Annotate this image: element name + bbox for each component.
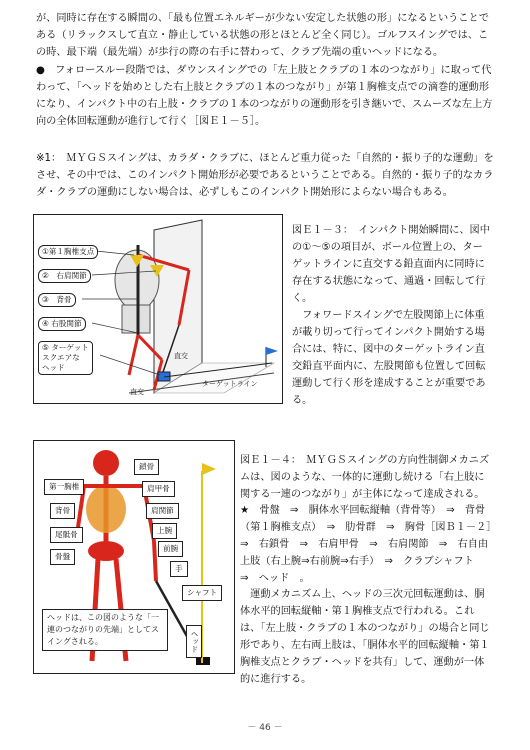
page-number: － 46 －	[247, 723, 283, 733]
fig3-label-4: ④ 右股関節	[38, 317, 86, 331]
fig4-label-head: ヘッド	[186, 625, 202, 658]
fig4-label-forearm: 前腕	[158, 541, 183, 557]
fig4-label-scapula: 肩甲骨	[142, 481, 175, 497]
fig4-label-upper-arm: 上腕	[152, 523, 177, 539]
fig3-label-2: ② 右肩関節	[38, 269, 91, 283]
fig4-label-shaft: シャフト	[182, 585, 222, 601]
fig4-label-hand: 手	[170, 561, 188, 577]
fig4-label-clavicle: 鎖骨	[134, 459, 159, 475]
fig4-label-coccyx: 尾骶骨	[50, 527, 83, 543]
footnote: ※1： ＭＹＧＳスイングは、カラダ・クラブに、ほとんど重力従った「自然的・振り子的な運動」をさせ、その中では、このインパクト開始形が必要であるということである。自然的・振り子的なカラダ・クラブの運動にしない場合は、必ずしもこのインパクト開始形によらない場合もある。	[36, 153, 494, 198]
fig4-callout: ヘッドは、この図のような「一連のつながりの先端」としてスイングされる。	[42, 609, 168, 651]
fig3-label-1: ①第１胸椎支点	[38, 245, 98, 259]
fig3-label-5: ⑤ ターゲット スクエアな ヘッド	[38, 341, 93, 375]
figure-e1-4	[33, 440, 235, 674]
fig4-label-spine: 背骨	[50, 503, 75, 519]
fig3-target-line-label: ターゲットライン	[202, 380, 258, 388]
paragraph-bullet: ● フォロースルー段階では、ダウンスイングでの「左上肢とクラブの１本のつながり」に取って代わって、「ヘッドを始めとした右上肢とクラブの１本のつながり」が第１胸椎支点での滴巻的運動形になり、インパクト中の右上肢・クラブの１本のつながりの運動形を引き継いで、スムーズな左上方向の全体回転運動が進行して行く［図Ｅ１－５］。	[36, 65, 493, 127]
figure-e1-4-mechanism: 運動メカニズム上、ヘッドの三次元回転運動は、胴体水平的回転縦軸・第１胸椎支点で行われる。これは、「左上肢・クラブの１本のつながり」の場合と同じ形であり、左右両上肢は、「胴体水平的回転縦軸・第１胸椎支点とクラブ・ヘッドを共有」して、運動が一体的に進行する。	[240, 589, 490, 685]
fig4-label-shoulder-joint: 肩関節	[146, 503, 179, 519]
paragraph-top: が、同時に存在する瞬間の、「最も位置エネルギーが少ない安定した状態の形」になるということである（リラックスして直立・静止している状態の形とほとんど全く同じ）。ゴルフスイングでは、この時、最下端（最先端）が歩行の際の右手に替わって、クラブ先端の重いヘッドになる。	[36, 13, 489, 58]
fig3-chokko-1: 直交	[174, 352, 188, 360]
figure-e1-3-caption: 図Ｅ１－３： インパクト開始瞬間に、図中の①～⑤の項目が、ボール位置上の、ターゲットラインに直交する鉛直面内に同時に存在する状態になって、通過・回転して行く。 フォワードスイングで左股関節上に体重が載り切って行ってインパクト開始する場合には、特に、図中のターゲットライン直交鉛直平面内に、左股関節も位置して回転運動して行く形を達成することが重要である。	[292, 225, 490, 406]
fig4-label-thoracic: 第一胸椎	[44, 479, 84, 495]
figure-e1-3	[33, 214, 283, 404]
fig3-label-3: ③ 背骨	[38, 293, 76, 307]
fig4-label-pelvis: 骨盤	[50, 549, 75, 565]
figure-e1-4-chain: ★ 骨盤 ⇒ 胴体水平回転縦軸（背骨等） ⇒ 背骨（第１胸椎支点） ⇒ 肋骨群 ⇒ 胸骨［図Ｂ１－２］ ⇒ 右鎖骨 ⇒ 右肩甲骨 ⇒ 右肩関節 ⇒ 右自由上肢（右上腕⇒右前腕⇒右手） ⇒ クラブシャフト ⇒ ヘッド 。	[240, 505, 502, 584]
fig3-chokko-2: 直交	[130, 388, 144, 396]
figure-e1-4-caption: 図Ｅ１－４： ＭＹＧＳスイングの方向性制御メカニズムは、図のような、一体的に運動し続ける「右上肢に関する一連のつながり」が主体になって達成される。	[240, 455, 490, 500]
